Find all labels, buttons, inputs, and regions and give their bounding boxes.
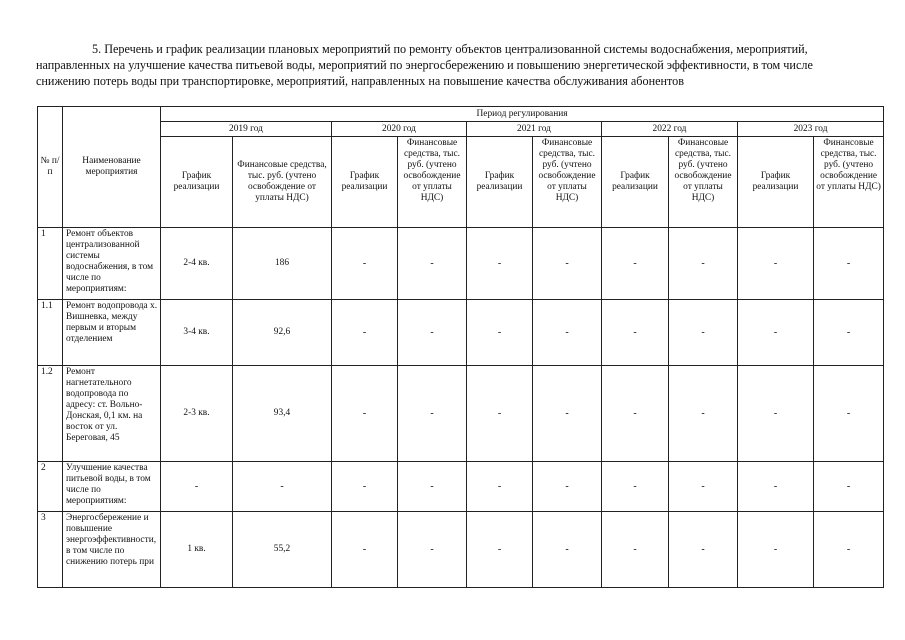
empty-cell: - bbox=[398, 512, 467, 588]
empty-cell: - bbox=[602, 512, 669, 588]
table-row bbox=[38, 462, 884, 512]
empty-cell: - bbox=[814, 366, 884, 462]
empty-cell: - bbox=[533, 300, 602, 366]
header-row-sub bbox=[38, 137, 884, 228]
header-num: № п/ п bbox=[38, 107, 63, 228]
empty-cell: - bbox=[814, 512, 884, 588]
row-event-name: Ремонт водопровода х. Вишневка, между первым и вторым отделением bbox=[63, 300, 161, 366]
row-finance-2019: - bbox=[233, 462, 332, 512]
empty-cell: - bbox=[669, 366, 738, 462]
header-finance: Финансовые средства, тыс. руб. (учтено освобождение от уплаты НДС) bbox=[398, 137, 467, 228]
row-schedule-2019: 3-4 кв. bbox=[161, 300, 233, 366]
row-event-name: Ремонт объектов централизованной системы водоснабжения, в том числе по мероприятиям: bbox=[63, 228, 161, 300]
empty-cell: - bbox=[602, 366, 669, 462]
empty-cell: - bbox=[332, 512, 398, 588]
empty-cell: - bbox=[467, 462, 533, 512]
row-number: 1 bbox=[38, 228, 63, 300]
empty-cell: - bbox=[467, 228, 533, 300]
empty-cell: - bbox=[332, 300, 398, 366]
header-row-years bbox=[38, 122, 884, 137]
row-finance-2019: 92,6 bbox=[233, 300, 332, 366]
header-name: Наименование мероприятия bbox=[63, 107, 161, 228]
empty-cell: - bbox=[398, 300, 467, 366]
table-row bbox=[38, 512, 884, 588]
events-table bbox=[37, 106, 884, 588]
row-number: 2 bbox=[38, 462, 63, 512]
header-finance: Финансовые средства, тыс. руб. (учтено освобождение от уплаты НДС) bbox=[533, 137, 602, 228]
header-year: 2019 год bbox=[161, 122, 332, 137]
header-year: 2023 год bbox=[738, 122, 884, 137]
empty-cell: - bbox=[467, 366, 533, 462]
empty-cell: - bbox=[332, 228, 398, 300]
empty-cell: - bbox=[533, 366, 602, 462]
empty-cell: - bbox=[669, 462, 738, 512]
table-row bbox=[38, 366, 884, 462]
empty-cell: - bbox=[602, 300, 669, 366]
row-finance-2019: 186 bbox=[233, 228, 332, 300]
header-finance: Финансовые средства, тыс. руб. (учтено освобождение от уплаты НДС) bbox=[233, 137, 332, 228]
row-schedule-2019: 2-4 кв. bbox=[161, 228, 233, 300]
table-row bbox=[38, 228, 884, 300]
document-heading: 5. Перечень и график реализации плановых мероприятий по ремонту объектов централизованной системы водоснабжения, мероприятий, направленных на улучшение качества питьевой воды, мероприятий по энергосбережению и повышению энергетической эффективности, в том числе снижению потерь воды при транспортировке, мероприятий, направленных на повышение качества обслуживания абонентов bbox=[36, 42, 813, 88]
row-number: 3 bbox=[38, 512, 63, 588]
header-schedule: График реализации bbox=[467, 137, 533, 228]
header-schedule: График реализации bbox=[332, 137, 398, 228]
row-schedule-2019: 1 кв. bbox=[161, 512, 233, 588]
empty-cell: - bbox=[602, 228, 669, 300]
empty-cell: - bbox=[738, 462, 814, 512]
empty-cell: - bbox=[669, 300, 738, 366]
row-schedule-2019: - bbox=[161, 462, 233, 512]
header-row-period bbox=[38, 107, 884, 122]
row-event-name: Ремонт нагнетательного водопровода по адресу: ст. Вольно-Донская, 0,1 км. на восток от ул. Береговая, 45 bbox=[63, 366, 161, 462]
row-schedule-2019: 2-3 кв. bbox=[161, 366, 233, 462]
empty-cell: - bbox=[398, 462, 467, 512]
header-finance: Финансовые средства, тыс. руб. (учтено освобождение от уплаты НДС) bbox=[669, 137, 738, 228]
empty-cell: - bbox=[602, 462, 669, 512]
empty-cell: - bbox=[669, 228, 738, 300]
header-schedule: График реализации bbox=[602, 137, 669, 228]
empty-cell: - bbox=[533, 512, 602, 588]
header-period: Период регулирования bbox=[161, 107, 884, 122]
empty-cell: - bbox=[814, 462, 884, 512]
empty-cell: - bbox=[738, 228, 814, 300]
header-year: 2021 год bbox=[467, 122, 602, 137]
empty-cell: - bbox=[398, 228, 467, 300]
header-schedule: График реализации bbox=[161, 137, 233, 228]
header-year: 2020 год bbox=[332, 122, 467, 137]
row-number: 1.1 bbox=[38, 300, 63, 366]
empty-cell: - bbox=[332, 366, 398, 462]
row-finance-2019: 55,2 bbox=[233, 512, 332, 588]
empty-cell: - bbox=[814, 228, 884, 300]
empty-cell: - bbox=[533, 228, 602, 300]
empty-cell: - bbox=[332, 462, 398, 512]
empty-cell: - bbox=[738, 366, 814, 462]
empty-cell: - bbox=[398, 366, 467, 462]
empty-cell: - bbox=[467, 300, 533, 366]
empty-cell: - bbox=[738, 512, 814, 588]
table-row bbox=[38, 300, 884, 366]
empty-cell: - bbox=[467, 512, 533, 588]
header-year: 2022 год bbox=[602, 122, 738, 137]
row-number: 1.2 bbox=[38, 366, 63, 462]
empty-cell: - bbox=[814, 300, 884, 366]
empty-cell: - bbox=[738, 300, 814, 366]
row-event-name: Энергосбережение и повышение энергоэффективности, в том числе по снижению потерь при bbox=[63, 512, 161, 588]
empty-cell: - bbox=[533, 462, 602, 512]
header-schedule: График реализации bbox=[738, 137, 814, 228]
empty-cell: - bbox=[669, 512, 738, 588]
row-finance-2019: 93,4 bbox=[233, 366, 332, 462]
row-event-name: Улучшение качества питьевой воды, в том числе по мероприятиям: bbox=[63, 462, 161, 512]
header-finance: Финансовые средства, тыс. руб. (учтено освобождение от уплаты НДС) bbox=[814, 137, 884, 228]
